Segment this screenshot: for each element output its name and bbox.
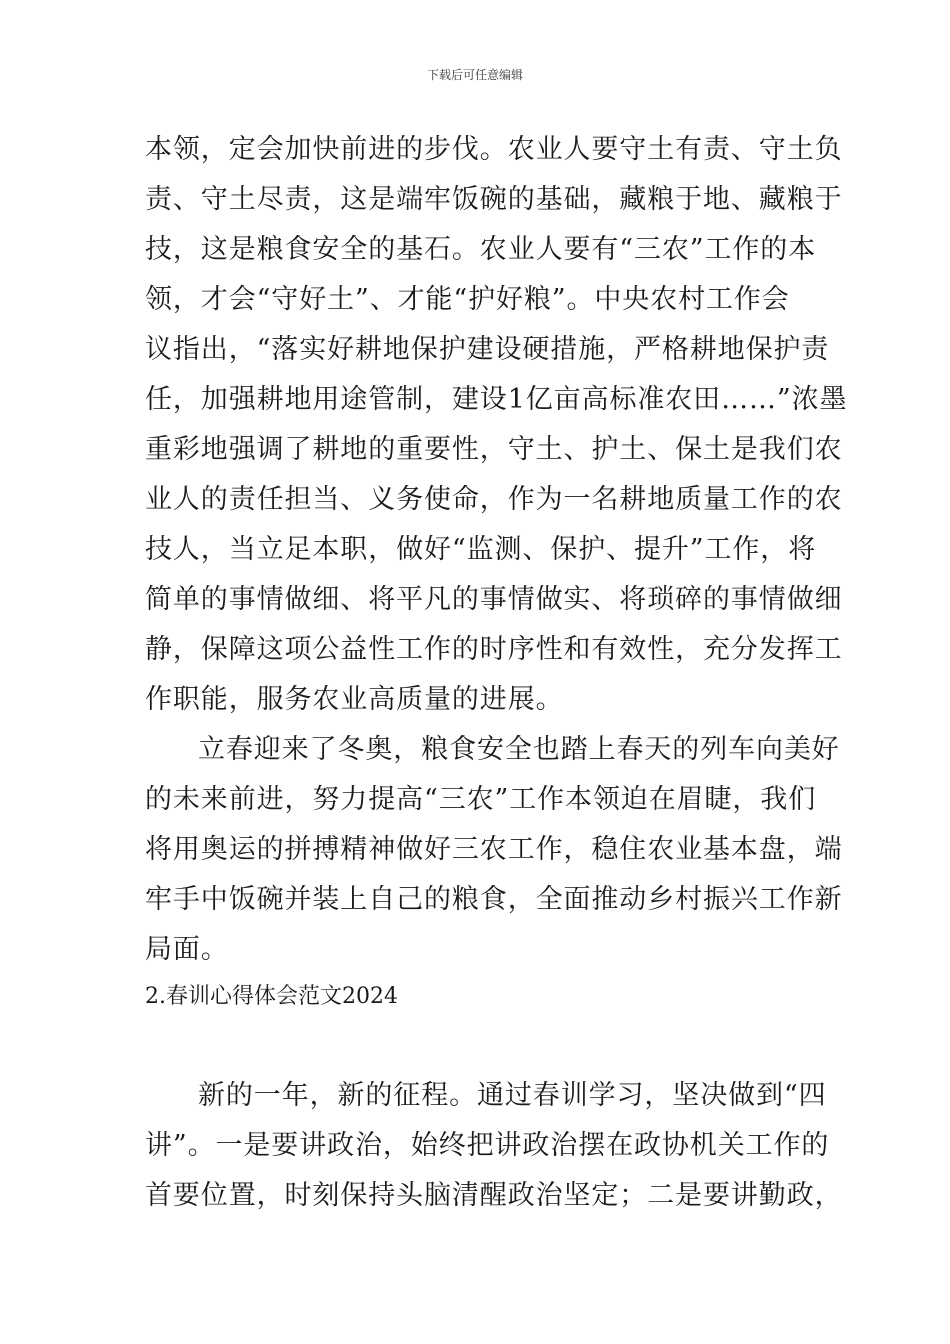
text-line: 本领，定会加快前进的步伐。农业人要守土有责、守土负	[145, 134, 843, 165]
text-line: 牢手中饭碗并装上自己的粮食，全面推动乡村振兴工作新	[145, 884, 843, 915]
text-line: 立春迎来了冬奥，粮食安全也踏上春天的列车向美好	[198, 734, 840, 765]
text-line: 新的一年，新的征程。通过春训学习，坚决做到“四	[198, 1080, 827, 1111]
text-line: 局面。	[145, 934, 229, 965]
text-line: 任，加强耕地用途管制，建设1亿亩高标准农田……”浓墨	[145, 384, 848, 415]
text-line: 重彩地强调了耕地的重要性，守土、护土、保土是我们农	[145, 434, 843, 465]
text-line: 领，才会“守好土”、才能“护好粮”。中央农村工作会	[145, 284, 790, 315]
text-line: 讲”。一是要讲政治，始终把讲政治摆在政协机关工作的	[145, 1130, 830, 1161]
text-line: 技，这是粮食安全的基石。农业人要有“三农”工作的本	[145, 234, 817, 265]
text-line: 简单的事情做细、将平凡的事情做实、将琐碎的事情做细	[145, 584, 843, 615]
text-line: 将用奥运的拼搏精神做好三农工作，稳住农业基本盘，端	[145, 834, 843, 865]
text-line: 议指出，“落实好耕地保护建设硬措施，严格耕地保护责	[145, 334, 830, 365]
text-line: 业人的责任担当、义务使命，作为一名耕地质量工作的农	[145, 484, 843, 515]
text-line: 作职能，服务农业高质量的进展。	[145, 684, 564, 715]
text-line: 责、守土尽责，这是端牢饭碗的基础，藏粮于地、藏粮于	[145, 184, 843, 215]
page-header-note: 下载后可任意编辑	[426, 68, 523, 82]
section-heading: 2.春训心得体会范文2024	[145, 984, 398, 1009]
text-line: 静，保障这项公益性工作的时序性和有效性，充分发挥工	[145, 634, 843, 665]
text-line: 首要位置，时刻保持头脑清醒政治坚定；二是要讲勤政，	[145, 1180, 843, 1211]
text-line: 的未来前进，努力提高“三农”工作本领迫在眉睫，我们	[145, 784, 817, 815]
text-line: 技人，当立足本职，做好“监测、保护、提升”工作，将	[145, 534, 817, 565]
